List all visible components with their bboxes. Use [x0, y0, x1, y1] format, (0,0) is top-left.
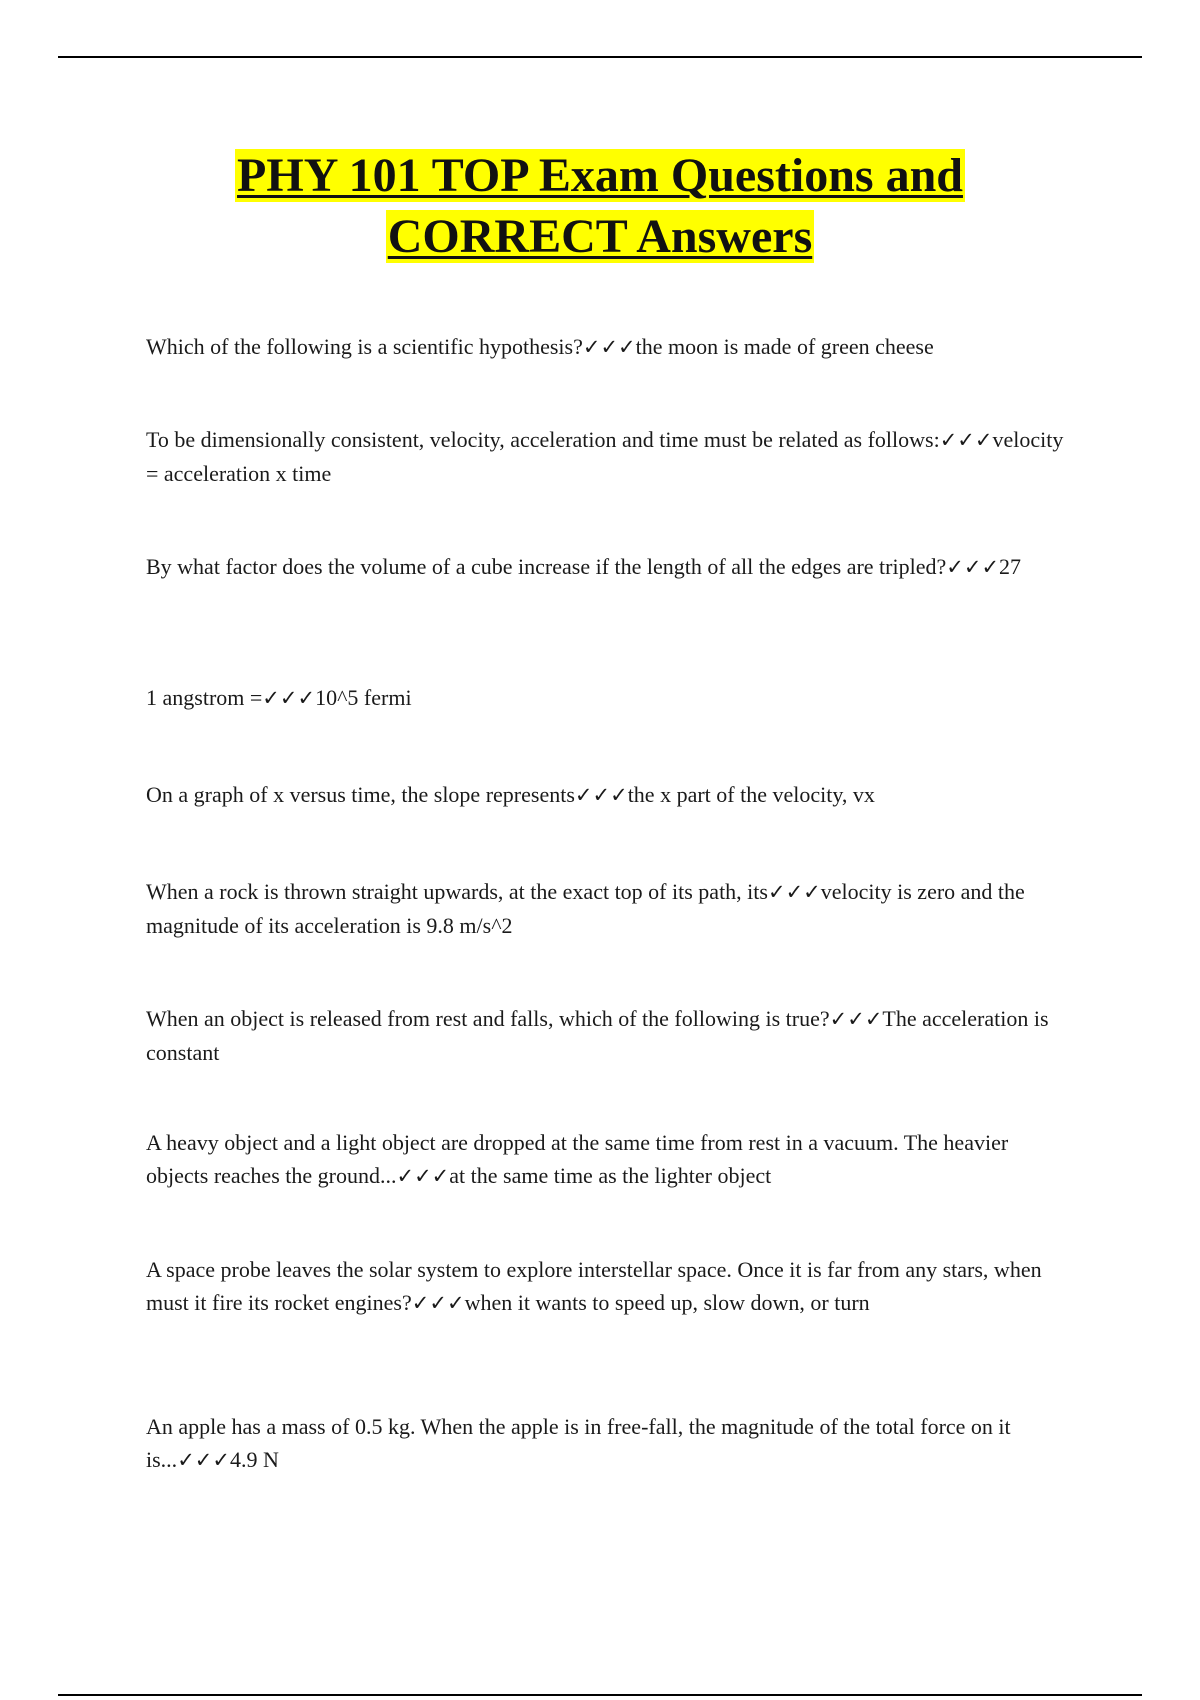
question-text: A heavy object and a light object are dropped at the same time from rest in a vacuum. The heavier objects reaches the ground...	[146, 1130, 1009, 1188]
check-marks-icon: ✓✓✓	[946, 555, 1000, 579]
check-marks-icon: ✓✓✓	[396, 1164, 450, 1188]
question-text: On a graph of x versus time, the slope represents	[146, 782, 575, 807]
answer-text: 4.9 N	[229, 1447, 279, 1472]
qa-item-5	[146, 778, 1066, 812]
qa-item-2	[146, 423, 1066, 490]
question-text: A space probe leaves the solar system to explore interstellar space. Once it is far from any stars, when must it fire its rocket engines?	[146, 1257, 1042, 1315]
title-line-2: CORRECT Answers	[387, 210, 813, 263]
check-marks-icon: ✓✓✓	[829, 1007, 883, 1031]
qa-item-6	[146, 875, 1066, 942]
check-marks-icon: ✓✓✓	[411, 1291, 465, 1315]
header-rule	[58, 56, 1142, 58]
question-text: When an object is released from rest and falls, which of the following is true?	[146, 1006, 830, 1031]
question-text: Which of the following is a scientific hypothesis?	[146, 334, 583, 359]
question-text: An apple has a mass of 0.5 kg. When the apple is in free-fall, the magnitude of the total force on it is...	[146, 1414, 1011, 1472]
footer-rule	[58, 1694, 1142, 1696]
answer-text: when it wants to speed up, slow down, or turn	[464, 1290, 870, 1315]
question-text: By what factor does the volume of a cube increase if the length of all the edges are tripled?	[146, 554, 947, 579]
qa-item-4	[146, 681, 1066, 715]
answer-text: velocity is zero and the magnitude of its acceleration is 9.8 m/s^2	[146, 879, 1025, 938]
qa-item-7	[146, 1002, 1066, 1069]
check-marks-icon: ✓✓✓	[939, 428, 993, 452]
answer-text: The acceleration is constant	[146, 1006, 1049, 1065]
check-marks-icon: ✓✓✓	[177, 1448, 230, 1472]
qa-item-1	[146, 330, 1066, 364]
answer-text: the moon is made of green cheese	[635, 334, 934, 359]
answer-text: 10^5 fermi	[315, 685, 412, 710]
check-marks-icon: ✓✓✓	[767, 880, 821, 904]
title-line-1: PHY 101 TOP Exam Questions and	[237, 149, 963, 202]
check-marks-icon: ✓✓✓	[262, 686, 316, 710]
qa-item-9	[146, 1253, 1066, 1320]
answer-text: at the same time as the lighter object	[449, 1163, 772, 1188]
question-text: When a rock is thrown straight upwards, at the exact top of its path, its	[146, 879, 768, 904]
qa-item-3	[146, 550, 1066, 584]
document-title	[100, 145, 1100, 267]
qa-item-8	[146, 1126, 1066, 1193]
check-marks-icon: ✓✓✓	[582, 335, 636, 359]
question-text: To be dimensionally consistent, velocity, acceleration and time must be related as follows:	[146, 427, 940, 452]
answer-text: 27	[999, 554, 1022, 579]
question-text: 1 angstrom =	[146, 685, 263, 710]
check-marks-icon: ✓✓✓	[574, 783, 628, 807]
qa-item-10	[146, 1410, 1066, 1477]
answer-text: velocity = acceleration x time	[146, 427, 1064, 486]
answer-text: the x part of the velocity, vx	[627, 782, 875, 807]
